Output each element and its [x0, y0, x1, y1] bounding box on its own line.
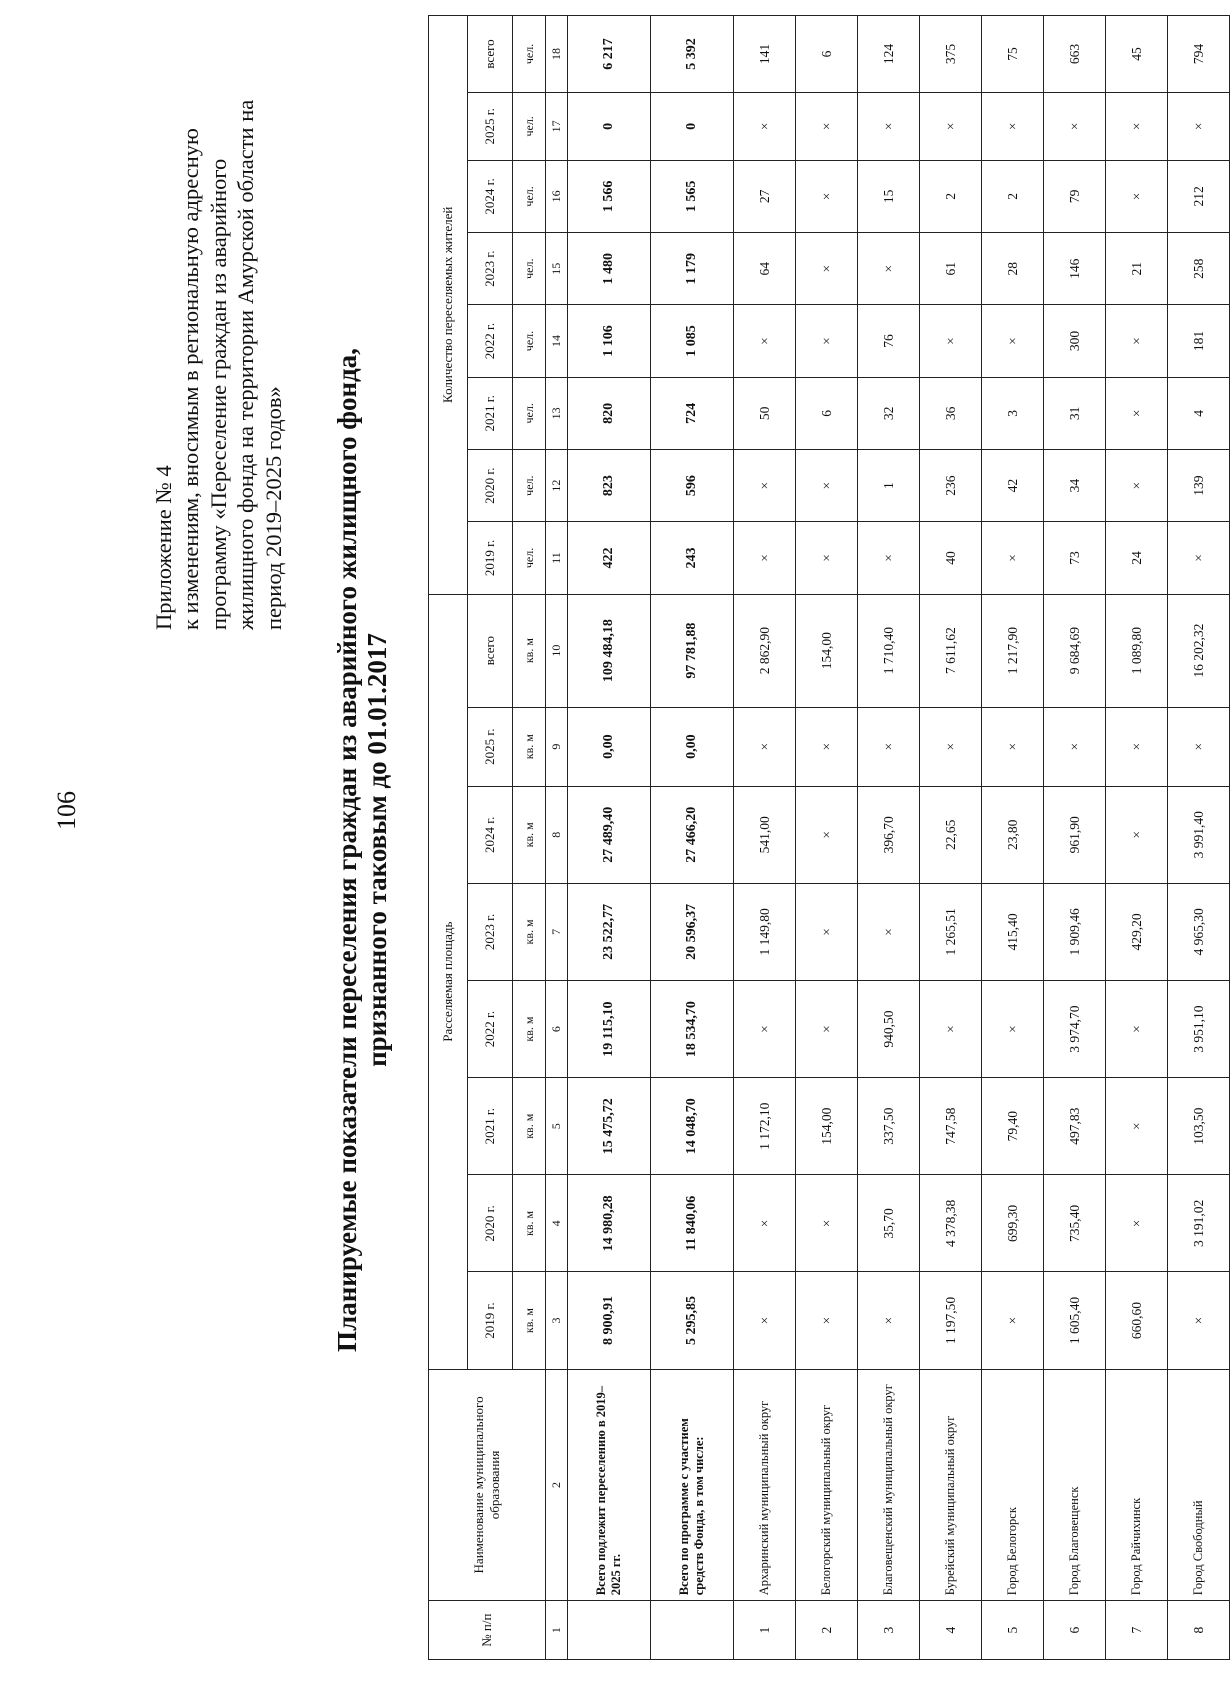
people-value: ×	[796, 92, 858, 160]
header-people-year: 2023 г.	[468, 233, 513, 305]
area-value: 1 172,10	[734, 1078, 796, 1175]
header-column-number: 18	[546, 16, 568, 93]
people-value: 64	[734, 233, 796, 305]
people-value: ×	[1106, 305, 1168, 377]
area-value: 1 149,80	[734, 883, 796, 980]
municipality-name: Город Райчихинск	[1106, 1369, 1168, 1601]
people-value: 3	[982, 377, 1044, 449]
people-value: ×	[796, 522, 858, 594]
page-number: 106	[52, 791, 81, 830]
people-value: 1 085	[651, 305, 734, 377]
area-value: 660,60	[1106, 1272, 1168, 1369]
people-value: ×	[1044, 92, 1106, 160]
area-value: 0,00	[651, 707, 734, 786]
people-value: 50	[734, 377, 796, 449]
header-area-year: 2023 г.	[468, 883, 513, 980]
area-value: 20 596,37	[651, 883, 734, 980]
area-value: 3 951,10	[1168, 981, 1230, 1078]
row-number: 5	[982, 1601, 1044, 1660]
municipality-name: Всего по программе с участием средств Фонда, в том числе:	[651, 1369, 734, 1601]
area-value: 1 605,40	[1044, 1272, 1106, 1369]
people-value: 0	[651, 92, 734, 160]
people-value: ×	[982, 305, 1044, 377]
row-number: 7	[1106, 1601, 1168, 1660]
area-value: ×	[796, 883, 858, 980]
area-value: 735,40	[1044, 1175, 1106, 1272]
header-column-number: 9	[546, 707, 568, 786]
area-value: 14 980,28	[568, 1175, 651, 1272]
header-unit: чел.	[513, 305, 546, 377]
people-value: 1 106	[568, 305, 651, 377]
row-number: 1	[734, 1601, 796, 1660]
area-value: 103,50	[1168, 1078, 1230, 1175]
area-value: 15 475,72	[568, 1078, 651, 1175]
header-column-number: 1	[546, 1601, 568, 1660]
people-value: 36	[920, 377, 982, 449]
people-value: 6 217	[568, 16, 651, 93]
people-value: 42	[982, 450, 1044, 522]
header-unit: кв. м	[513, 1175, 546, 1272]
area-value: ×	[920, 981, 982, 1078]
area-value: 747,58	[920, 1078, 982, 1175]
area-value: 19 115,10	[568, 981, 651, 1078]
area-value: ×	[1106, 1175, 1168, 1272]
people-value: 27	[734, 160, 796, 232]
area-value: 4 965,30	[1168, 883, 1230, 980]
people-value: 794	[1168, 16, 1230, 93]
people-value: ×	[1106, 377, 1168, 449]
header-unit: чел.	[513, 233, 546, 305]
header-column-number: 12	[546, 450, 568, 522]
people-value: 79	[1044, 160, 1106, 232]
area-value: 35,70	[858, 1175, 920, 1272]
people-value: ×	[734, 450, 796, 522]
people-value: 40	[920, 522, 982, 594]
area-value: 3 191,02	[1168, 1175, 1230, 1272]
people-value: 73	[1044, 522, 1106, 594]
area-value: ×	[1106, 981, 1168, 1078]
people-value: 300	[1044, 305, 1106, 377]
people-value: ×	[1106, 450, 1168, 522]
people-value: 76	[858, 305, 920, 377]
people-value: 1 480	[568, 233, 651, 305]
people-value: ×	[858, 233, 920, 305]
title-line-2: признанного таковым до 01.01.2017	[362, 633, 393, 1067]
area-value: 3 974,70	[1044, 981, 1106, 1078]
area-value: 27 489,40	[568, 786, 651, 883]
people-value: 61	[920, 233, 982, 305]
header-unit: чел.	[513, 160, 546, 232]
area-value: 27 466,20	[651, 786, 734, 883]
people-value: 243	[651, 522, 734, 594]
table-row	[982, 16, 1044, 1660]
header-unit: кв. м	[513, 883, 546, 980]
header-unit: чел.	[513, 450, 546, 522]
people-value: ×	[1106, 160, 1168, 232]
people-value: 2	[920, 160, 982, 232]
appendix-line: период 2019–2025 годов»	[260, 386, 286, 630]
row-number	[651, 1601, 734, 1660]
header-unit: чел.	[513, 92, 546, 160]
header-column-number: 5	[546, 1078, 568, 1175]
header-column-number: 2	[546, 1369, 568, 1601]
header-unit: чел.	[513, 16, 546, 93]
people-value: 663	[1044, 16, 1106, 93]
area-value: 961,90	[1044, 786, 1106, 883]
people-value: 236	[920, 450, 982, 522]
people-value: 24	[1106, 522, 1168, 594]
area-value: ×	[734, 1175, 796, 1272]
header-people-group: Количество переселяемых жителей	[429, 16, 468, 595]
people-value: ×	[796, 160, 858, 232]
header-people-year: 2020 г.	[468, 450, 513, 522]
area-value: 97 781,88	[651, 594, 734, 707]
people-value: ×	[858, 522, 920, 594]
header-column-number: 3	[546, 1272, 568, 1369]
people-value: 28	[982, 233, 1044, 305]
people-value: 75	[982, 16, 1044, 93]
people-value: 1 566	[568, 160, 651, 232]
header-people-year: 2021 г.	[468, 377, 513, 449]
header-column-number: 17	[546, 92, 568, 160]
header-column-number: 11	[546, 522, 568, 594]
area-value: ×	[734, 1272, 796, 1369]
people-value: 375	[920, 16, 982, 93]
people-value: 31	[1044, 377, 1106, 449]
municipality-name: Бурейский муниципальный округ	[920, 1369, 982, 1601]
people-value: ×	[1106, 92, 1168, 160]
people-value: ×	[734, 522, 796, 594]
area-value: ×	[858, 883, 920, 980]
people-value: 258	[1168, 233, 1230, 305]
area-value: 497,83	[1044, 1078, 1106, 1175]
people-value: 139	[1168, 450, 1230, 522]
area-value: ×	[796, 707, 858, 786]
header-unit: чел.	[513, 377, 546, 449]
area-value: 23 522,77	[568, 883, 651, 980]
resettlement-table	[428, 15, 1230, 1660]
people-value: 5 392	[651, 16, 734, 93]
people-value: ×	[734, 305, 796, 377]
header-column-number: 13	[546, 377, 568, 449]
area-value: 9 684,69	[1044, 594, 1106, 707]
row-number: 6	[1044, 1601, 1106, 1660]
people-value: 1 565	[651, 160, 734, 232]
people-value: 1 179	[651, 233, 734, 305]
area-value: 154,00	[796, 594, 858, 707]
area-value: 4 378,38	[920, 1175, 982, 1272]
area-value: ×	[796, 981, 858, 1078]
area-value: ×	[982, 1272, 1044, 1369]
area-value: 415,40	[982, 883, 1044, 980]
area-value: 337,50	[858, 1078, 920, 1175]
header-area-year: 2021 г.	[468, 1078, 513, 1175]
municipality-name: Всего подлежит переселению в 2019–2025 гг.	[568, 1369, 651, 1601]
people-value: ×	[920, 92, 982, 160]
table-row	[920, 16, 982, 1660]
row-number: 2	[796, 1601, 858, 1660]
table-total-row	[651, 16, 734, 1660]
people-value: 2	[982, 160, 1044, 232]
area-value: 7 611,62	[920, 594, 982, 707]
header-people-year: 2025 г.	[468, 92, 513, 160]
area-value: ×	[1106, 786, 1168, 883]
people-value: 724	[651, 377, 734, 449]
area-value: 541,00	[734, 786, 796, 883]
area-value: ×	[982, 707, 1044, 786]
header-unit: кв. м	[513, 594, 546, 707]
header-area-year: 2025 г.	[468, 707, 513, 786]
area-value: 23,80	[982, 786, 1044, 883]
people-value: 45	[1106, 16, 1168, 93]
area-value: 1 909,46	[1044, 883, 1106, 980]
people-value: 596	[651, 450, 734, 522]
people-value: 21	[1106, 233, 1168, 305]
header-column-number: 7	[546, 883, 568, 980]
table-row	[1106, 16, 1168, 1660]
appendix-line: жилищного фонда на территории Амурской области на	[233, 99, 259, 630]
area-value: ×	[796, 786, 858, 883]
area-value: 1 197,50	[920, 1272, 982, 1369]
municipality-name: Архаринский муниципальный округ	[734, 1369, 796, 1601]
area-value: ×	[734, 707, 796, 786]
area-value: ×	[796, 1175, 858, 1272]
people-value: 6	[796, 16, 858, 93]
area-value: 1 265,51	[920, 883, 982, 980]
header-people-year: 2024 г.	[468, 160, 513, 232]
area-value: 16 202,32	[1168, 594, 1230, 707]
area-value: 0,00	[568, 707, 651, 786]
document-title	[332, 0, 392, 1700]
people-value: 1	[858, 450, 920, 522]
appendix-line: Приложение № 4	[151, 465, 176, 630]
area-value: 1 710,40	[858, 594, 920, 707]
area-value: 18 534,70	[651, 981, 734, 1078]
area-value: ×	[1106, 1078, 1168, 1175]
area-value: 22,65	[920, 786, 982, 883]
people-value: 124	[858, 16, 920, 93]
people-value: 6	[796, 377, 858, 449]
header-area-year: 2022 г.	[468, 981, 513, 1078]
area-value: 109 484,18	[568, 594, 651, 707]
people-value: ×	[920, 305, 982, 377]
header-no: № п/п	[429, 1601, 546, 1660]
appendix-line: программу «Переселение граждан из аварийного	[205, 158, 231, 630]
row-number	[568, 1601, 651, 1660]
people-value: ×	[796, 233, 858, 305]
table-row	[1044, 16, 1106, 1660]
header-unit: кв. м	[513, 981, 546, 1078]
table-row	[858, 16, 920, 1660]
people-value: 4	[1168, 377, 1230, 449]
people-value: ×	[734, 92, 796, 160]
header-unit: кв. м	[513, 1272, 546, 1369]
area-value: ×	[796, 1272, 858, 1369]
municipality-name: Город Белогорск	[982, 1369, 1044, 1601]
people-value: ×	[796, 450, 858, 522]
municipality-name: Город Свободный	[1168, 1369, 1230, 1601]
area-value: 1 089,80	[1106, 594, 1168, 707]
people-value: 32	[858, 377, 920, 449]
people-value: 181	[1168, 305, 1230, 377]
area-value: ×	[1168, 707, 1230, 786]
header-unit: кв. м	[513, 786, 546, 883]
area-value: ×	[982, 981, 1044, 1078]
table-row	[1168, 16, 1230, 1660]
header-people-year: 2022 г.	[468, 305, 513, 377]
area-value: 154,00	[796, 1078, 858, 1175]
header-column-number: 16	[546, 160, 568, 232]
header-area-group: Расселяемая площадь	[429, 594, 468, 1369]
appendix-note	[150, 10, 287, 630]
area-value: ×	[1168, 1272, 1230, 1369]
people-value: ×	[858, 92, 920, 160]
area-value: 14 048,70	[651, 1078, 734, 1175]
people-value: 15	[858, 160, 920, 232]
area-value: 429,20	[1106, 883, 1168, 980]
appendix-line: к изменениям, вносимым в региональную адресную	[178, 128, 204, 630]
header-unit: чел.	[513, 522, 546, 594]
people-value: ×	[982, 92, 1044, 160]
header-column-number: 14	[546, 305, 568, 377]
area-value: ×	[858, 1272, 920, 1369]
title-line-1: Планируемые показатели переселения граждан из аварийного жилищного фонда,	[332, 348, 362, 1352]
area-value: ×	[734, 981, 796, 1078]
area-value: ×	[1106, 707, 1168, 786]
area-value: 8 900,91	[568, 1272, 651, 1369]
area-value: ×	[920, 707, 982, 786]
people-value: 146	[1044, 233, 1106, 305]
header-column-number: 8	[546, 786, 568, 883]
header-people-year: 2019 г.	[468, 522, 513, 594]
header-name: Наименование муниципального образования	[429, 1369, 546, 1601]
people-value: ×	[1168, 522, 1230, 594]
header-column-number: 10	[546, 594, 568, 707]
table-row	[734, 16, 796, 1660]
row-number: 3	[858, 1601, 920, 1660]
area-value: 2 862,90	[734, 594, 796, 707]
people-value: ×	[982, 522, 1044, 594]
header-area-year: всего	[468, 594, 513, 707]
area-value: 1 217,90	[982, 594, 1044, 707]
people-value: ×	[1168, 92, 1230, 160]
row-number: 8	[1168, 1601, 1230, 1660]
header-column-number: 15	[546, 233, 568, 305]
area-value: 940,50	[858, 981, 920, 1078]
people-value: 820	[568, 377, 651, 449]
header-area-year: 2019 г.	[468, 1272, 513, 1369]
area-value: 3 991,40	[1168, 786, 1230, 883]
table-total-row	[568, 16, 651, 1660]
people-value: 0	[568, 92, 651, 160]
area-value: 5 295,85	[651, 1272, 734, 1369]
people-value: 34	[1044, 450, 1106, 522]
area-value: 699,30	[982, 1175, 1044, 1272]
municipality-name: Благовещенский муниципальный округ	[858, 1369, 920, 1601]
header-unit: кв. м	[513, 1078, 546, 1175]
area-value: 79,40	[982, 1078, 1044, 1175]
area-value: 11 840,06	[651, 1175, 734, 1272]
people-value: 212	[1168, 160, 1230, 232]
people-value: 422	[568, 522, 651, 594]
header-people-year: всего	[468, 16, 513, 93]
municipality-name: Город Благовещенск	[1044, 1369, 1106, 1601]
header-column-number: 4	[546, 1175, 568, 1272]
header-area-year: 2020 г.	[468, 1175, 513, 1272]
header-area-year: 2024 г.	[468, 786, 513, 883]
area-value: ×	[858, 707, 920, 786]
header-unit: кв. м	[513, 707, 546, 786]
area-value: ×	[1044, 707, 1106, 786]
people-value: 141	[734, 16, 796, 93]
area-value: 396,70	[858, 786, 920, 883]
people-value: ×	[796, 305, 858, 377]
row-number: 4	[920, 1601, 982, 1660]
people-value: 823	[568, 450, 651, 522]
municipality-name: Белогорский муниципальный округ	[796, 1369, 858, 1601]
table-row	[796, 16, 858, 1660]
header-column-number: 6	[546, 981, 568, 1078]
